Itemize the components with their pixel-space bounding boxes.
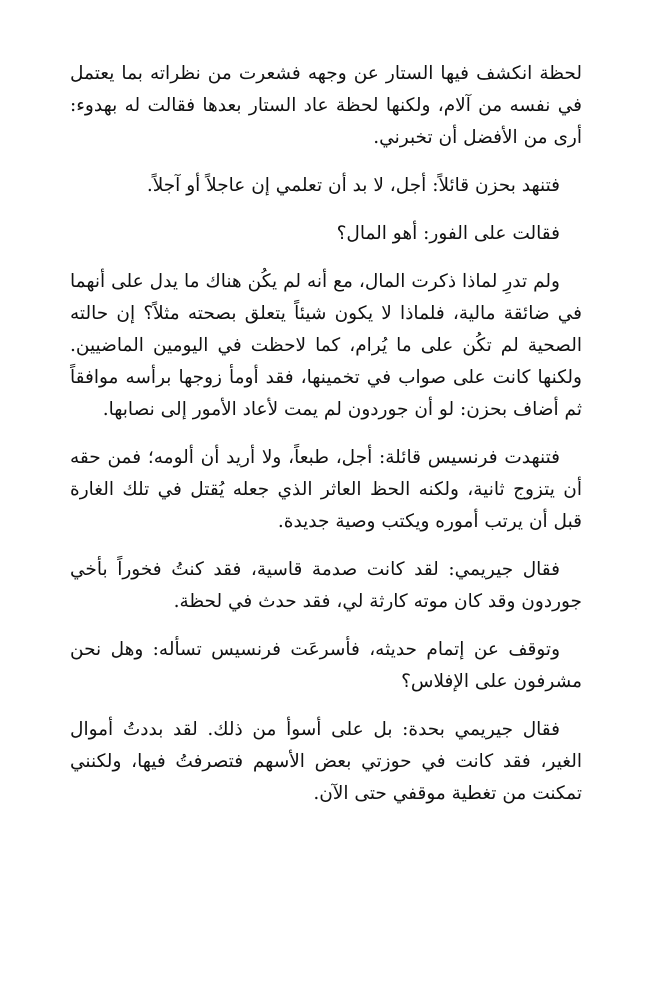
paragraph-2: فتنهد بحزن قائلاً: أجل، لا بد أن تعلمي إن عاجلاً أو آجلاً. [146, 175, 560, 196]
paragraph-3: فقالت على الفور: أهو المال؟ [336, 223, 560, 244]
paragraph-6: فقال جيريمي: لقد كانت صدمة قاسية، فقد كنتُ فخوراً بأخي جوردون وقد كان موته كارثة لي، فقد حدث في لحظة. [70, 559, 582, 612]
paragraph-7: وتوقف عن إتمام حديثه، فأسرعَت فرنسيس تسأله: وهل نحن مشرفون على الإفلاس؟ [70, 639, 582, 692]
book-page-text [70, 58, 582, 826]
paragraph-8: فقال جيريمي بحدة: بل على أسوأ من ذلك. لقد بددتُ أموال الغير، فقد كانت في حوزتي بعض الأسهم فتصرفتُ فيها، ولكنني تمكنت من تغطية موقفي حتى الآن. [70, 719, 582, 804]
paragraph-1: لحظة انكشف فيها الستار عن وجهه فشعرت من نظراته بما يعتمل في نفسه من آلام، ولكنها لحظة عاد الستار بعدها فقالت له بهدوء: أرى من الأفضل أن تخبرني. [70, 63, 582, 148]
paragraph-4: ولم تدرِ لماذا ذكرت المال، مع أنه لم يكُن هناك ما يدل على أنهما في ضائقة مالية، فلماذا لا يكون شيئاً يتعلق بصحته مثلاً؟ إن حالته الصحية لم تكُن على ما يُرام، كما لاحظت في اليومين الماضيين. ولكنها كانت على صواب في تخمينها، فقد أومأ زوجها برأسه موافقاً ثم أضاف بحزن: لو أن جوردون لم يمت لأعاد الأمور إلى نصابها. [70, 271, 582, 420]
paragraph-5: فتنهدت فرنسيس قائلة: أجل، طبعاً، ولا أريد أن ألومه؛ فمن حقه أن يتزوج ثانية، ولكنه الحظ العاثر الذي جعله يُقتل في تلك الغارة قبل أن يرتب أموره ويكتب وصية جديدة. [70, 447, 582, 532]
